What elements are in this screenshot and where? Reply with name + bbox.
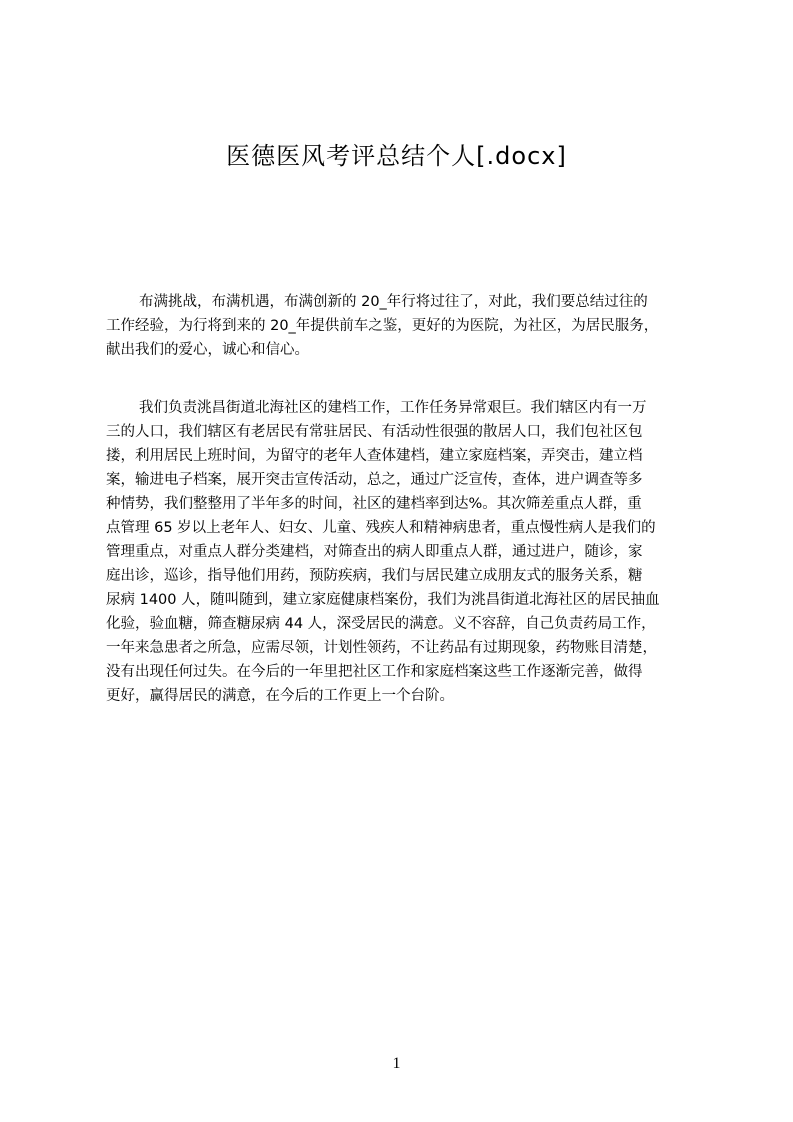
paragraph-work-summary bbox=[106, 396, 698, 708]
paragraph-line: 工作经验，为行将到来的 20_年提供前车之鉴，更好的为医院，为社区，为居民服务， bbox=[106, 318, 659, 334]
paragraph-line: 尿病 1400 人，随叫随到，建立家庭健康档案份，我们为洮昌街道北海社区的居民抽血 bbox=[106, 592, 660, 608]
paragraph-line: 化验，验血糖，筛查糖尿病 44 人，深受居民的满意。义不容辞，自己负责药局工作， bbox=[106, 616, 656, 632]
paragraph-line: 庭出诊，巡诊，指导他们用药，预防疾病，我们与居民建立成朋友式的服务关系，糖 bbox=[106, 568, 643, 584]
paragraph-line: 三的人口，我们辖区有老居民有常驻居民、有活动性很强的散居人口，我们包社区包 bbox=[106, 424, 643, 440]
paragraph-line: 案，输进电子档案，展开突击宣传活动，总之，通过广泛宣传，查体，进户调查等多 bbox=[106, 472, 643, 488]
paragraph-line: 种情势，我们整整用了半年多的时间，社区的建档率到达%。其次筛差重点人群，重 bbox=[106, 496, 642, 512]
document-title: 医德医风考评总结个人[.docx] bbox=[226, 142, 567, 170]
paragraph-line: 布满挑战，布满机遇，布满创新的 20_年行将过往了，对此，我们要总结过往的 bbox=[139, 294, 648, 310]
paragraph-intro bbox=[106, 290, 698, 362]
paragraph-line: 我们负责洮昌街道北海社区的建档工作，工作任务异常艰巨。我们辖区内有一万 bbox=[139, 400, 647, 416]
paragraph-line: 更好，赢得居民的满意，在今后的工作更上一个台阶。 bbox=[106, 688, 454, 704]
page-number: 1 bbox=[392, 1055, 401, 1072]
paragraph-line: 搂，利用居民上班时间，为留守的老年人查体建档，建立家庭档案，弄突击，建立档 bbox=[106, 448, 643, 464]
paragraph-line: 一年来急患者之所急，应需尽领，计划性领药，不让药品有过期现象，药物账目清楚， bbox=[106, 640, 657, 656]
paragraph-line: 管理重点，对重点人群分类建档，对筛查出的病人即重点人群，通过进户，随诊，家 bbox=[106, 544, 643, 560]
paragraph-line: 没有出现任何过失。在今后的一年里把社区工作和家庭档案这些工作逐渐完善，做得 bbox=[106, 664, 643, 680]
paragraph-line: 点管理 65 岁以上老年人、妇女、儿童、残疾人和精神病患者，重点慢性病人是我们的 bbox=[106, 520, 656, 536]
paragraph-line: 献出我们的爱心，诚心和信心。 bbox=[106, 342, 309, 358]
